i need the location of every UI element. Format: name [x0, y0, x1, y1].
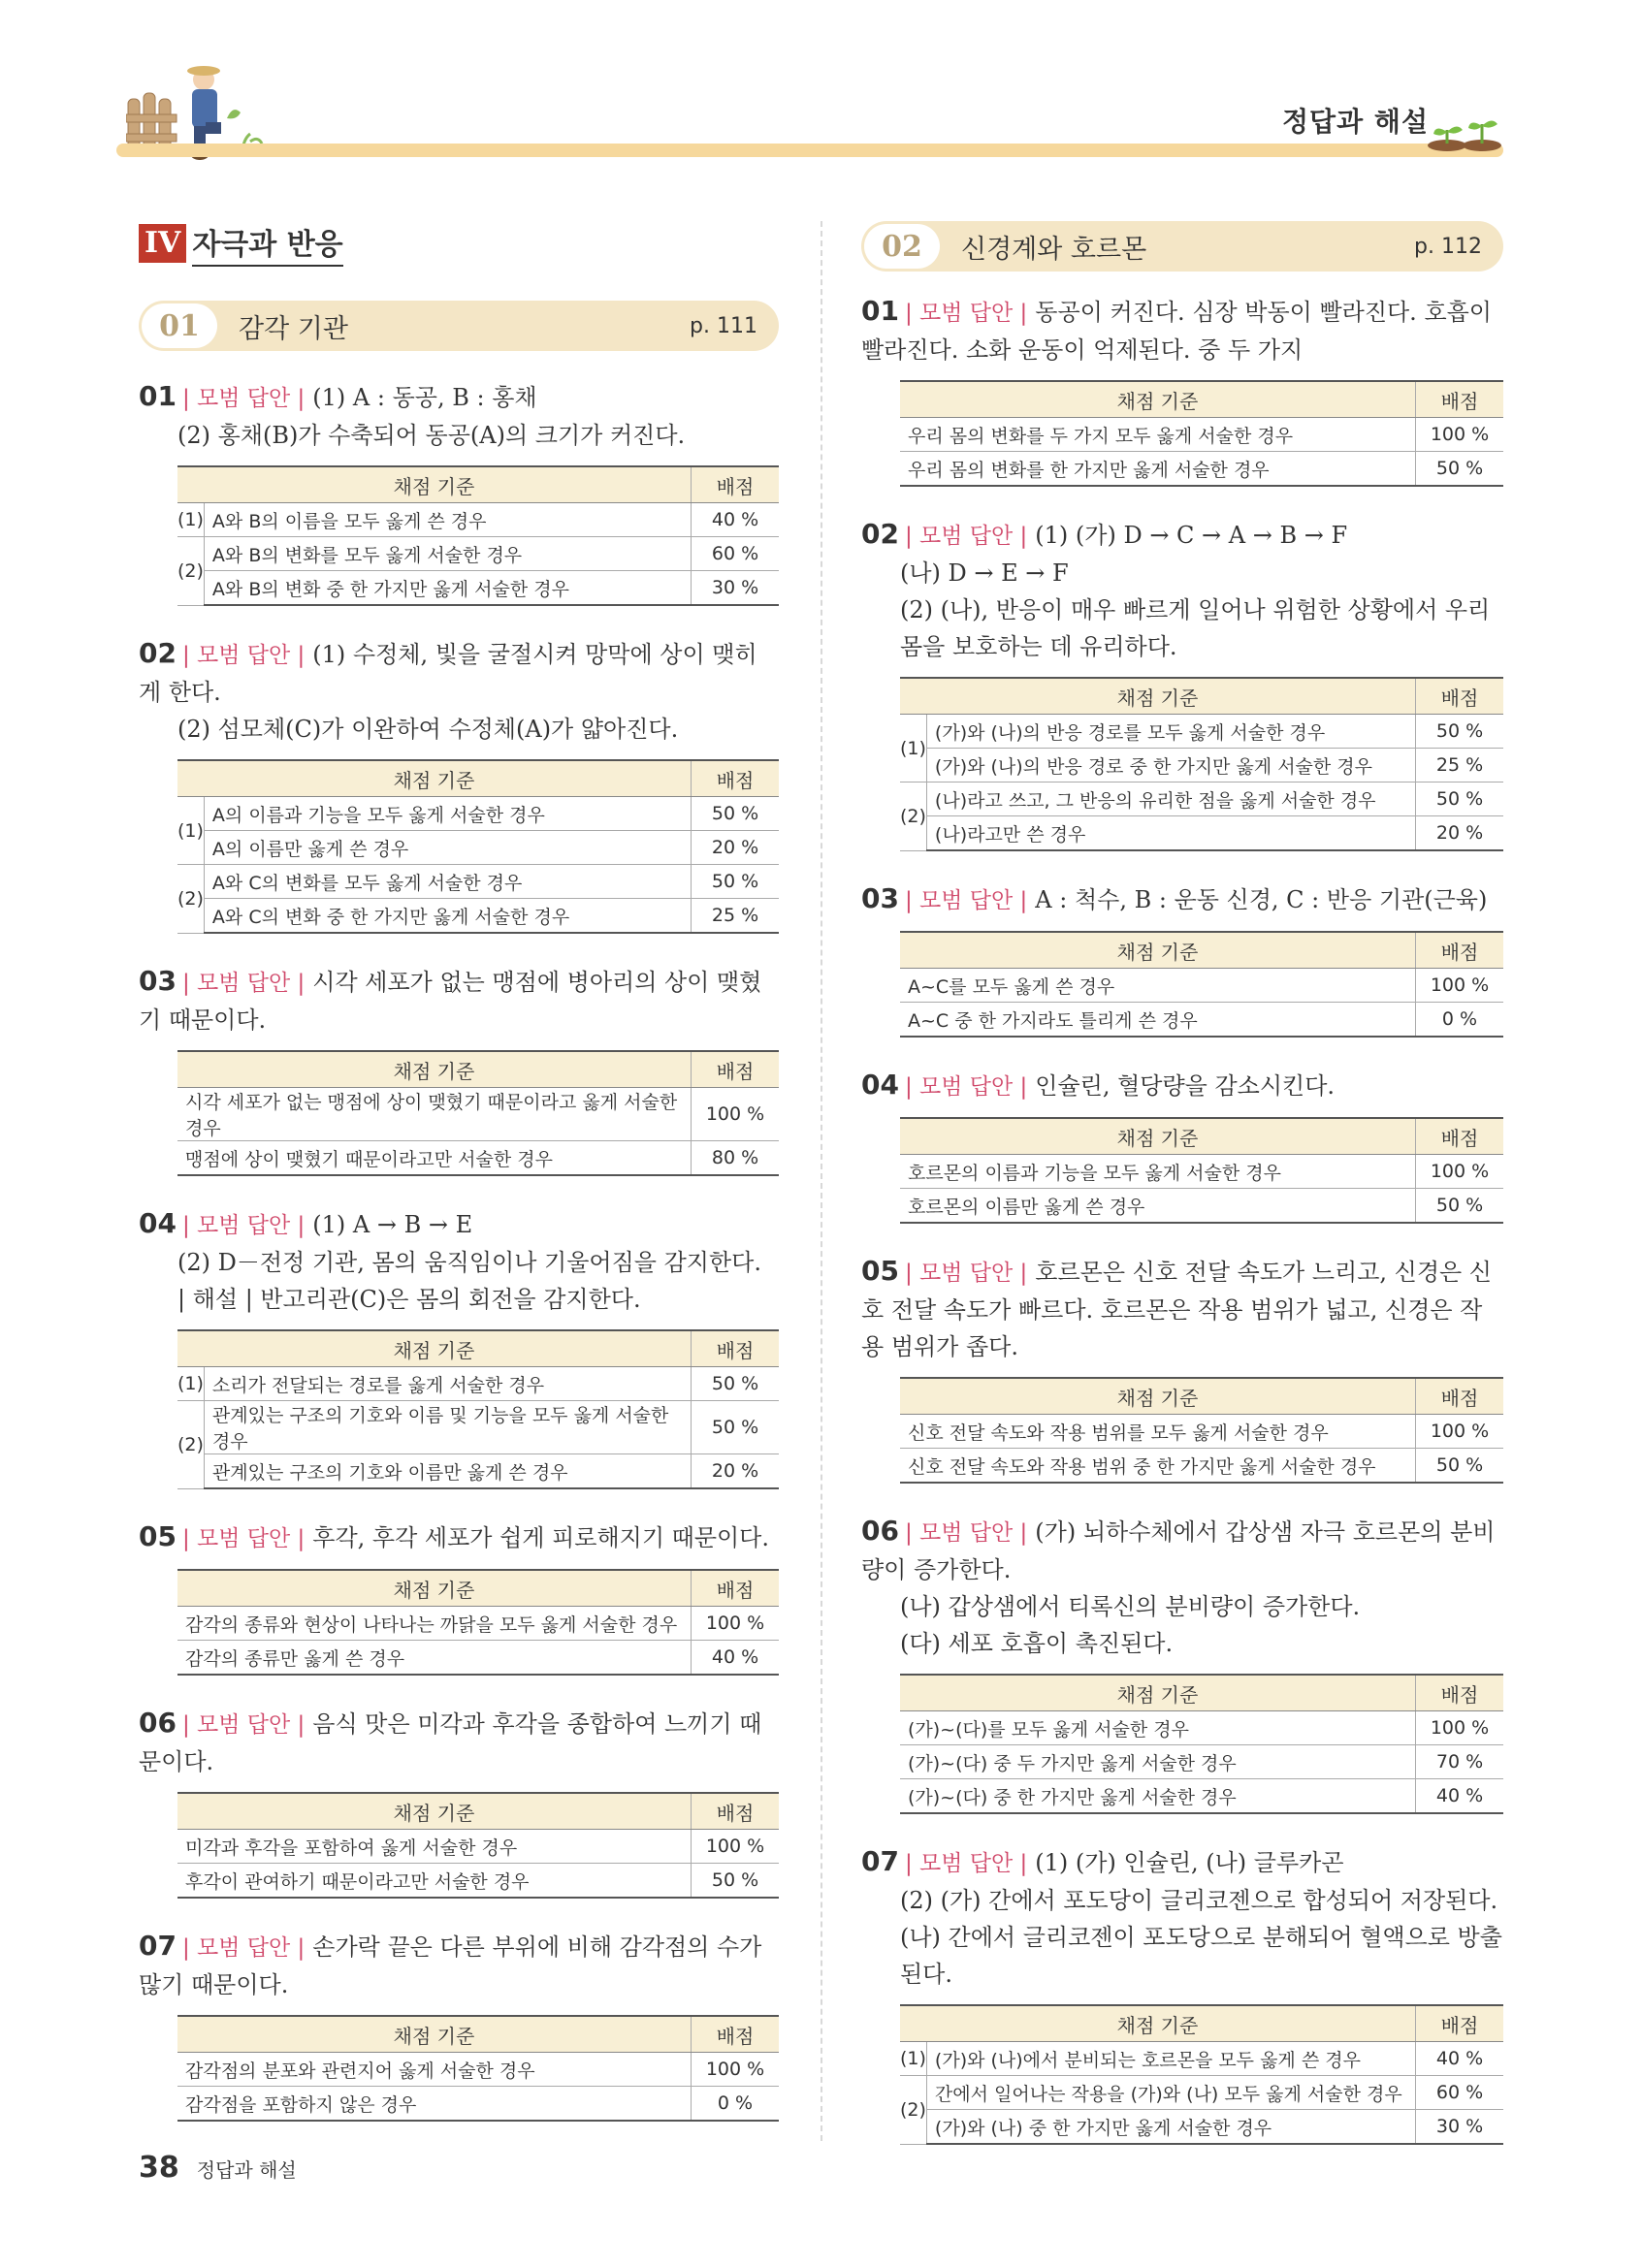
grading-criteria: 간에서 일어나는 작용을 (가)와 (나) 모두 옳게 서술한 경우: [926, 2076, 1415, 2110]
grading-points: 25 %: [692, 899, 780, 934]
question-number: 06: [861, 1515, 899, 1547]
grading-criteria-header: 채점 기준: [177, 466, 692, 503]
grading-points-header: 배점: [692, 466, 780, 503]
grading-points: 80 %: [692, 1141, 780, 1176]
question-number: 03: [139, 965, 177, 997]
column-divider: [821, 221, 822, 2141]
answer-tag: | 모범 답안 |: [904, 1851, 1028, 1876]
grading-criteria: 감각의 종류와 현상이 나타나는 까닭을 모두 옳게 서술한 경우: [177, 1607, 692, 1641]
grading-row: [177, 1367, 779, 1401]
grading-row: [177, 1830, 779, 1864]
grading-points-header: 배점: [692, 2016, 780, 2053]
question-number: 04: [861, 1069, 899, 1101]
grading-points: 40 %: [692, 1641, 780, 1676]
answer-line: [861, 1843, 1503, 1882]
question-list: [139, 378, 779, 2122]
grading-criteria-header: 채점 기준: [177, 2016, 692, 2053]
answer-line: [861, 555, 1503, 591]
answer-line: [861, 1588, 1503, 1625]
grading-points: 0 %: [692, 2087, 780, 2122]
answer-tag: | 모범 답안 |: [904, 1261, 1028, 1286]
grading-row: [900, 1711, 1503, 1745]
grading-row: [177, 537, 779, 571]
answer-tag: | 모범 답안 |: [181, 386, 306, 411]
unit-heading: [139, 221, 779, 266]
grading-criteria-header: 채점 기준: [177, 760, 692, 797]
grading-row: [177, 865, 779, 899]
answer-line: [139, 635, 779, 711]
answer-line: [139, 1705, 779, 1780]
grading-points: 40 %: [1416, 1779, 1504, 1814]
grading-sub-label: (1): [177, 1367, 204, 1401]
grading-row: [177, 1864, 779, 1899]
grading-header-row: [900, 678, 1503, 715]
grading-points: 60 %: [1416, 2076, 1504, 2110]
answer-text: (1) A : 동공, B : 홍채: [312, 384, 537, 411]
answer-line: [139, 1281, 779, 1318]
question-item: [139, 1518, 779, 1676]
grading-criteria: A~C 중 한 가지라도 틀리게 쓴 경우: [900, 1003, 1416, 1038]
question-number: 07: [861, 1845, 899, 1877]
question-item: [139, 1928, 779, 2122]
grading-points: 50 %: [1416, 783, 1504, 816]
grading-row: [177, 2053, 779, 2087]
question-item: [139, 378, 779, 606]
answer-text: 후각, 후각 세포가 쉽게 피로해지기 때문이다.: [312, 1524, 769, 1551]
question-item: [139, 635, 779, 934]
answer-text: 손가락 끝은 다른 부위에 비해 감각점의 수가 많기 때문이다.: [139, 1933, 762, 1998]
question-item: [861, 516, 1503, 851]
grading-row: [177, 1641, 779, 1676]
grading-points: 100 %: [692, 2053, 780, 2087]
grading-row: [177, 831, 779, 865]
answer-tag: | 모범 답안 |: [181, 643, 306, 668]
answer-text: (나) D → E → F: [900, 559, 1069, 587]
right-column: [861, 221, 1503, 2174]
answer-text: 호르몬은 신호 전달 속도가 느리고, 신경은 신호 전달 속도가 빠르다. 호르몬은 작용 범위가 넓고, 신경은 작용 범위가 좁다.: [861, 1259, 1492, 1360]
grading-criteria: 우리 몸의 변화를 두 가지 모두 옳게 서술한 경우: [900, 418, 1416, 452]
left-column: [139, 221, 779, 2151]
grading-table: [177, 465, 779, 606]
grading-points: 50 %: [1416, 1189, 1504, 1224]
grading-points: 50 %: [1416, 715, 1504, 749]
grading-criteria-header: 채점 기준: [900, 678, 1416, 715]
grading-header-row: [900, 1675, 1503, 1711]
grading-row: [900, 1415, 1503, 1449]
grading-header-row: [900, 1118, 1503, 1155]
answer-line: [139, 963, 779, 1038]
grading-row: [177, 2087, 779, 2122]
grading-points: 20 %: [1416, 816, 1504, 851]
grading-criteria: 신호 전달 속도와 작용 범위 중 한 가지만 옳게 서술한 경우: [900, 1449, 1416, 1484]
answer-text: (1) (가) 인슐린, (나) 글루카곤: [1035, 1849, 1344, 1876]
grading-points-header: 배점: [692, 1570, 780, 1607]
grading-criteria: 시각 세포가 없는 맹점에 상이 맺혔기 때문이라고 옳게 서술한 경우: [177, 1088, 692, 1141]
grading-criteria-header: 채점 기준: [900, 932, 1416, 969]
grading-criteria: A와 C의 변화를 모두 옳게 서술한 경우: [204, 865, 691, 899]
grading-points: 100 %: [1416, 418, 1504, 452]
grading-criteria: 호르몬의 이름만 옳게 쓴 경우: [900, 1189, 1416, 1224]
answer-tag: | 모범 답안 |: [181, 1526, 306, 1551]
grading-table: [177, 759, 779, 934]
footer-label: 정답과 해설: [196, 2158, 297, 2182]
grading-header-row: [177, 2016, 779, 2053]
grading-row: [900, 1745, 1503, 1779]
answer-line: [861, 1882, 1503, 1993]
grading-row: [900, 1155, 1503, 1189]
grading-points-header: 배점: [1416, 1118, 1504, 1155]
answer-text: | 해설 | 반고리관(C)은 몸의 회전을 감지한다.: [177, 1286, 641, 1313]
grading-row: [177, 571, 779, 606]
grading-points: 50 %: [692, 797, 780, 831]
grading-criteria: (가)와 (나) 중 한 가지만 옳게 서술한 경우: [926, 2110, 1415, 2145]
question-number: 03: [861, 882, 899, 914]
grading-header-row: [177, 1793, 779, 1830]
grading-points: 100 %: [692, 1830, 780, 1864]
question-item: [861, 1253, 1503, 1484]
question-number: 06: [139, 1707, 177, 1739]
answer-text: (다) 세포 호흡이 촉진된다.: [900, 1630, 1174, 1657]
answer-text: 동공이 커진다. 심장 박동이 빨라진다. 호흡이 빨라진다. 소화 운동이 억제된다. 중 두 가지: [861, 299, 1492, 364]
grading-row: [900, 783, 1503, 816]
grading-criteria: (가)와 (나)의 반응 경로 중 한 가지만 옳게 서술한 경우: [926, 749, 1415, 783]
grading-row: [177, 899, 779, 934]
grading-criteria: (나)라고만 쓴 경우: [926, 816, 1415, 851]
question-item: [139, 1205, 779, 1489]
grading-points: 100 %: [1416, 1415, 1504, 1449]
question-item: [139, 963, 779, 1176]
grading-criteria-header: 채점 기준: [900, 1118, 1416, 1155]
question-number: 01: [861, 295, 899, 327]
grading-points-header: 배점: [1416, 932, 1504, 969]
answer-line: [861, 1067, 1503, 1105]
answer-text: A : 척수, B : 운동 신경, C : 반응 기관(근육): [1035, 886, 1488, 913]
question-item: [861, 1067, 1503, 1224]
grading-header-row: [900, 2005, 1503, 2042]
grading-criteria: A와 B의 이름을 모두 옳게 쓴 경우: [204, 503, 691, 537]
answer-text: 시각 세포가 없는 맹점에 병아리의 상이 맺혔기 때문이다.: [139, 969, 762, 1034]
grading-header-row: [177, 1330, 779, 1367]
answer-tag: | 모범 답안 |: [181, 971, 306, 996]
grading-header-row: [177, 1570, 779, 1607]
grading-criteria-header: 채점 기준: [900, 1378, 1416, 1415]
grading-criteria: 우리 몸의 변화를 한 가지만 옳게 서술한 경우: [900, 452, 1416, 487]
grading-points: 100 %: [692, 1088, 780, 1141]
answer-tag: | 모범 답안 |: [904, 1074, 1028, 1100]
section-number: 02: [864, 224, 940, 269]
question-item: [139, 1705, 779, 1899]
grading-criteria: 맹점에 상이 맺혔기 때문이라고만 서술한 경우: [177, 1141, 692, 1176]
answer-line: [861, 591, 1503, 665]
grading-table: [900, 677, 1503, 851]
grading-points: 40 %: [692, 503, 780, 537]
section-header: [139, 301, 779, 351]
answer-line: [139, 1928, 779, 2003]
grading-points: 20 %: [692, 1454, 780, 1489]
grading-points-header: 배점: [692, 1051, 780, 1088]
grading-points: 50 %: [1416, 1449, 1504, 1484]
grading-criteria: (가)와 (나)의 반응 경로를 모두 옳게 서술한 경우: [926, 715, 1415, 749]
question-number: 07: [139, 1930, 177, 1962]
header-bar: [116, 144, 1503, 157]
sprout-icon: [1426, 105, 1503, 153]
grading-table: [900, 1674, 1503, 1814]
grading-table: [177, 1792, 779, 1899]
answer-text: (1) 수정체, 빛을 굴절시켜 망막에 상이 맺히게 한다.: [139, 641, 757, 706]
grading-criteria: 감각점을 포함하지 않은 경우: [177, 2087, 692, 2122]
answer-text: (2) 섬모체(C)가 이완하여 수정체(A)가 얇아진다.: [177, 716, 679, 743]
answer-text: (나) 갑상샘에서 티록신의 분비량이 증가한다.: [900, 1593, 1361, 1620]
answer-line: [139, 378, 779, 417]
grading-header-row: [177, 466, 779, 503]
grading-header-row: [900, 381, 1503, 418]
grading-points: 100 %: [1416, 969, 1504, 1003]
grading-row: [177, 503, 779, 537]
grading-criteria: 감각의 종류만 옳게 쓴 경우: [177, 1641, 692, 1676]
question-number: 04: [139, 1207, 177, 1239]
answer-line: [861, 1513, 1503, 1588]
section-page: p. 111: [690, 313, 757, 338]
grading-points-header: 배점: [1416, 678, 1504, 715]
question-list: [861, 293, 1503, 2145]
grading-table: [900, 380, 1503, 487]
grading-criteria: 관계있는 구조의 기호와 이름 및 기능을 모두 옳게 서술한 경우: [204, 1401, 691, 1454]
grading-points: 20 %: [692, 831, 780, 865]
grading-points: 100 %: [1416, 1711, 1504, 1745]
answer-line: [861, 516, 1503, 555]
grading-row: [900, 418, 1503, 452]
grading-points: 25 %: [1416, 749, 1504, 783]
answer-line: [861, 1625, 1503, 1662]
grading-points-header: 배점: [1416, 1378, 1504, 1415]
grading-sub-label: (1): [177, 797, 204, 865]
grading-sub-label: (2): [900, 783, 926, 851]
grading-row: [177, 1607, 779, 1641]
grading-criteria-header: 채점 기준: [177, 1793, 692, 1830]
grading-criteria: A와 C의 변화 중 한 가지만 옳게 서술한 경우: [204, 899, 691, 934]
grading-table: [900, 2004, 1503, 2145]
grading-points: 50 %: [692, 1864, 780, 1899]
section-page: p. 112: [1414, 234, 1482, 259]
grading-sub-label: (1): [900, 715, 926, 783]
grading-row: [900, 2110, 1503, 2145]
section-number: 01: [142, 303, 217, 348]
grading-sub-label: (2): [177, 537, 204, 606]
grading-row: [177, 1141, 779, 1176]
grading-criteria-header: 채점 기준: [900, 1675, 1416, 1711]
answer-tag: | 모범 답안 |: [904, 888, 1028, 913]
question-item: [861, 880, 1503, 1038]
grading-criteria: A~C를 모두 옳게 쓴 경우: [900, 969, 1416, 1003]
section-header: [861, 221, 1503, 272]
grading-points: 60 %: [692, 537, 780, 571]
grading-points: 50 %: [1416, 452, 1504, 487]
answer-line: [139, 1518, 779, 1557]
grading-table: [900, 931, 1503, 1038]
grading-criteria: 관계있는 구조의 기호와 이름만 옳게 쓴 경우: [204, 1454, 691, 1489]
grading-criteria: 호르몬의 이름과 기능을 모두 옳게 서술한 경우: [900, 1155, 1416, 1189]
grading-row: [900, 1189, 1503, 1224]
grading-header-row: [900, 932, 1503, 969]
grading-criteria: 소리가 전달되는 경로를 옳게 서술한 경우: [204, 1367, 691, 1401]
question-number: 02: [861, 518, 899, 550]
page-number: 38: [139, 2151, 179, 2185]
grading-table: [177, 2015, 779, 2122]
answer-tag: | 모범 답안 |: [181, 1712, 306, 1738]
section-title: 감각 기관: [239, 313, 348, 344]
grading-points: 0 %: [1416, 1003, 1504, 1038]
grading-sub-label: (2): [177, 1401, 204, 1489]
grading-criteria-header: 채점 기준: [177, 1330, 692, 1367]
grading-row: [900, 1449, 1503, 1484]
grading-points: 100 %: [1416, 1155, 1504, 1189]
answer-line: [861, 293, 1503, 368]
question-number: 02: [139, 637, 177, 669]
answer-text: (1) (가) D → C → A → B → F: [1035, 522, 1348, 549]
grading-criteria-header: 채점 기준: [900, 2005, 1416, 2042]
grading-points: 100 %: [692, 1607, 780, 1641]
grading-points: 40 %: [1416, 2042, 1504, 2076]
grading-sub-label: (2): [177, 865, 204, 934]
grading-points: 30 %: [692, 571, 780, 606]
grading-criteria-header: 채점 기준: [177, 1051, 692, 1088]
grading-row: [900, 816, 1503, 851]
page-footer: [139, 2151, 297, 2185]
answer-text: (2) D－전정 기관, 몸의 움직임이나 기울어짐을 감지한다.: [177, 1249, 761, 1276]
grading-row: [900, 969, 1503, 1003]
grading-points: 70 %: [1416, 1745, 1504, 1779]
answer-text: (가) 뇌하수체에서 갑상샘 자극 호르몬의 분비량이 증가한다.: [861, 1518, 1496, 1583]
grading-row: [900, 2076, 1503, 2110]
grading-row: [177, 1454, 779, 1489]
answer-text: 인슐린, 혈당량을 감소시킨다.: [1035, 1072, 1336, 1100]
grading-criteria: A의 이름과 기능을 모두 옳게 서술한 경우: [204, 797, 691, 831]
grading-points-header: 배점: [1416, 1675, 1504, 1711]
answer-line: [139, 1244, 779, 1281]
answer-line: [861, 1253, 1503, 1365]
grading-table: [900, 1117, 1503, 1224]
grading-criteria: 미각과 후각을 포함하여 옳게 서술한 경우: [177, 1830, 692, 1864]
grading-criteria-header: 채점 기준: [900, 381, 1416, 418]
grading-criteria: A의 이름만 옳게 쓴 경우: [204, 831, 691, 865]
grading-row: [900, 1003, 1503, 1038]
section-title: 신경계와 호르몬: [961, 234, 1147, 265]
grading-table: [177, 1569, 779, 1676]
grading-criteria: (가)~(다) 중 두 가지만 옳게 서술한 경우: [900, 1745, 1416, 1779]
grading-criteria: 후각이 관여하기 때문이라고만 서술한 경우: [177, 1864, 692, 1899]
question-number: 01: [139, 380, 177, 412]
grading-points: 50 %: [692, 1367, 780, 1401]
grading-points: 30 %: [1416, 2110, 1504, 2145]
grading-points: 50 %: [692, 865, 780, 899]
grading-criteria-header: 채점 기준: [177, 1570, 692, 1607]
grading-criteria: 감각점의 분포와 관련지어 옳게 서술한 경우: [177, 2053, 692, 2087]
grading-row: [177, 1401, 779, 1454]
grading-points-header: 배점: [1416, 381, 1504, 418]
answer-tag: | 모범 답안 |: [904, 524, 1028, 549]
grading-criteria: (가)~(다) 중 한 가지만 옳게 서술한 경우: [900, 1779, 1416, 1814]
grading-table: [177, 1050, 779, 1176]
answer-line: [139, 1205, 779, 1244]
grading-points-header: 배점: [1416, 2005, 1504, 2042]
unit-title: 자극과 반응: [192, 220, 342, 267]
grading-row: [900, 452, 1503, 487]
grading-row: [900, 1779, 1503, 1814]
grading-row: [177, 797, 779, 831]
grading-row: [900, 715, 1503, 749]
grading-criteria: (나)라고 쓰고, 그 반응의 유리한 점을 옳게 서술한 경우: [926, 783, 1415, 816]
grading-criteria: A와 B의 변화 중 한 가지만 옳게 서술한 경우: [204, 571, 691, 606]
grading-row: [900, 749, 1503, 783]
question-item: [861, 293, 1503, 487]
answer-tag: | 모범 답안 |: [904, 301, 1028, 326]
question-item: [861, 1843, 1503, 2145]
question-item: [861, 1513, 1503, 1814]
grading-header-row: [177, 760, 779, 797]
answer-text: (2) 홍채(B)가 수축되어 동공(A)의 크기가 커진다.: [177, 422, 686, 449]
grading-criteria: 신호 전달 속도와 작용 범위를 모두 옳게 서술한 경우: [900, 1415, 1416, 1449]
question-number: 05: [861, 1255, 899, 1287]
answer-line: [861, 880, 1503, 919]
answer-text: (2) (나), 반응이 매우 빠르게 일어나 위험한 상황에서 우리 몸을 보호하는 데 유리하다.: [900, 596, 1491, 660]
grading-points-header: 배점: [692, 1330, 780, 1367]
answer-tag: | 모범 답안 |: [181, 1213, 306, 1238]
grading-points-header: 배점: [692, 760, 780, 797]
grading-criteria: (가)와 (나)에서 분비되는 호르몬을 모두 옳게 쓴 경우: [926, 2042, 1415, 2076]
grading-sub-label: (2): [900, 2076, 926, 2145]
grading-points: 50 %: [692, 1401, 780, 1454]
header-title: 정답과 해설: [1282, 106, 1429, 138]
grading-header-row: [177, 1051, 779, 1088]
grading-header-row: [900, 1378, 1503, 1415]
answer-tag: | 모범 답안 |: [181, 1935, 306, 1961]
grading-sub-label: (1): [900, 2042, 926, 2076]
grading-criteria: (가)~(다)를 모두 옳게 서술한 경우: [900, 1711, 1416, 1745]
grading-row: [177, 1088, 779, 1141]
answer-text: (2) (가) 간에서 포도당이 글리코젠으로 합성되어 저장된다. (나) 간에서 글리코젠이 포도당으로 분해되어 혈액으로 방출된다.: [900, 1887, 1502, 1988]
grading-criteria: A와 B의 변화를 모두 옳게 서술한 경우: [204, 537, 691, 571]
answer-line: [139, 711, 779, 748]
grading-table: [177, 1329, 779, 1489]
question-number: 05: [139, 1520, 177, 1552]
answer-line: [139, 417, 779, 454]
answer-text: 음식 맛은 미각과 후각을 종합하여 느끼기 때문이다.: [139, 1710, 762, 1775]
grading-table: [900, 1377, 1503, 1484]
grading-row: [900, 2042, 1503, 2076]
unit-number: IV: [139, 224, 186, 263]
grading-points-header: 배점: [692, 1793, 780, 1830]
answer-text: (1) A → B → E: [312, 1211, 473, 1238]
grading-sub-label: (1): [177, 503, 204, 537]
answer-tag: | 모범 답안 |: [904, 1520, 1028, 1546]
